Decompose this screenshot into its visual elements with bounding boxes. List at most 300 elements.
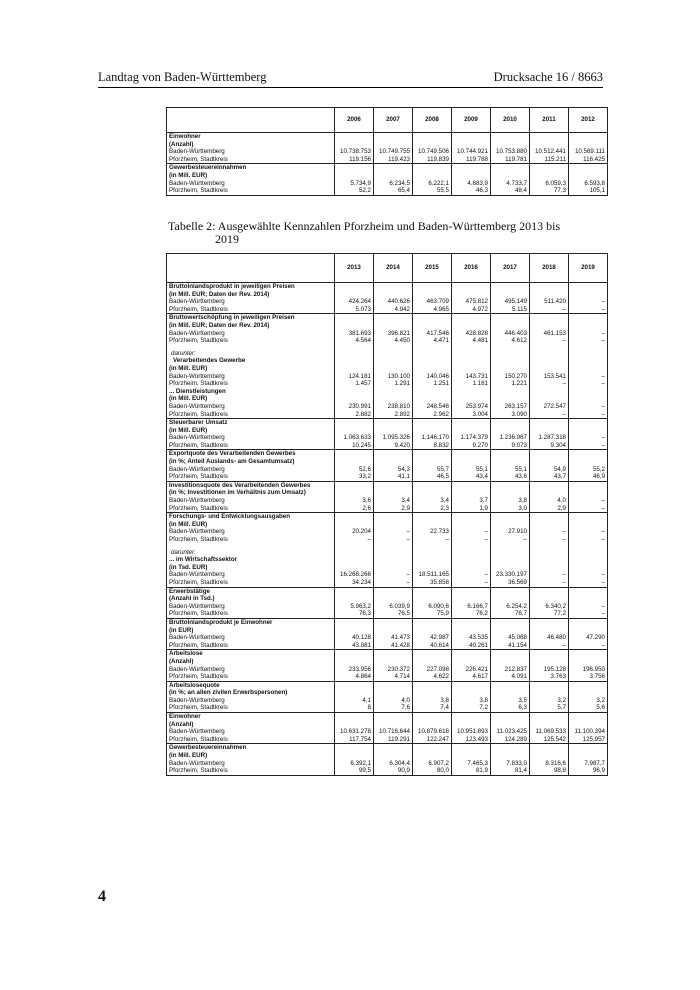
empty-cell [374, 713, 413, 721]
empty-cell [413, 689, 452, 697]
empty-cell [569, 395, 608, 403]
empty-cell [569, 172, 608, 180]
region-label: Pforzheim, Stadtkreis [167, 380, 335, 388]
indicator-title: (in Tsd. EUR) [167, 564, 335, 572]
empty-cell [374, 291, 413, 299]
table-row [167, 673, 608, 681]
value-cell: 3,8 [413, 697, 452, 705]
value-cell: 4.564 [335, 337, 374, 345]
region-label: Baden-Württemberg [167, 603, 335, 611]
indicator-title-row [167, 650, 608, 658]
value-cell: 1.287.318 [530, 434, 569, 442]
region-label: Pforzheim, Stadtkreis [167, 642, 335, 650]
empty-cell [569, 141, 608, 149]
value-cell: 7,2 [452, 704, 491, 712]
value-cell: 1.146.170 [413, 434, 452, 442]
empty-cell [335, 133, 374, 141]
value-cell: 8.832 [413, 442, 452, 450]
table-row [167, 148, 608, 156]
value-cell: 428.828 [452, 330, 491, 338]
indicator-title-row [167, 627, 608, 635]
empty-cell [530, 521, 569, 529]
empty-cell [374, 164, 413, 172]
empty-cell [335, 681, 374, 689]
value-cell: 1.181 [452, 380, 491, 388]
value-cell: 10.631.278 [335, 728, 374, 736]
empty-cell [335, 564, 374, 572]
empty-cell [452, 365, 491, 373]
value-cell: 55,1 [452, 466, 491, 474]
empty-cell [491, 141, 530, 149]
indicator-title-row [167, 752, 608, 760]
empty-cell [530, 283, 569, 291]
darunter-row [167, 350, 608, 358]
empty-cell [530, 489, 569, 497]
value-cell: – [569, 442, 608, 450]
empty-cell [569, 458, 608, 466]
value-cell: 2.962 [413, 411, 452, 419]
empty-cell [374, 587, 413, 595]
value-cell: 5,6 [569, 704, 608, 712]
value-cell: 263.157 [491, 403, 530, 411]
value-cell: 75,9 [413, 610, 452, 618]
indicator-title-row [167, 595, 608, 603]
empty-cell [530, 689, 569, 697]
value-cell: 48,4 [491, 187, 530, 195]
empty-cell [413, 322, 452, 330]
empty-cell [569, 283, 608, 291]
value-cell: 1,9 [452, 505, 491, 513]
empty-cell [530, 549, 569, 557]
year-header-cell: 2006 [335, 108, 374, 133]
value-cell: 55,1 [491, 466, 530, 474]
value-cell: 55,2 [569, 466, 608, 474]
empty-cell [569, 489, 608, 497]
empty-cell [491, 481, 530, 489]
value-cell: 123.493 [452, 736, 491, 744]
value-cell: 99,5 [335, 767, 374, 775]
region-label: Baden-Württemberg [167, 180, 335, 188]
empty-cell [569, 350, 608, 358]
value-cell: – [374, 579, 413, 587]
value-cell: 4,0 [530, 497, 569, 505]
value-cell: 230.991 [335, 403, 374, 411]
value-cell: 5,7 [530, 704, 569, 712]
empty-cell [452, 133, 491, 141]
empty-cell [374, 618, 413, 626]
empty-cell [569, 549, 608, 557]
empty-cell [491, 658, 530, 666]
value-cell: 381.693 [335, 330, 374, 338]
table-row [167, 373, 608, 381]
empty-cell [491, 744, 530, 752]
empty-cell [491, 549, 530, 557]
table-row [167, 571, 608, 579]
value-cell: 125.957 [569, 736, 608, 744]
empty-cell [452, 595, 491, 603]
value-cell: 10.744.921 [452, 148, 491, 156]
empty-cell [530, 419, 569, 427]
empty-cell [335, 721, 374, 729]
indicator-subtitle: Verarbeitendes Gewerbe [167, 357, 335, 365]
value-cell: – [569, 434, 608, 442]
table-row [167, 411, 608, 419]
empty-cell [452, 458, 491, 466]
empty-cell [452, 689, 491, 697]
value-cell: 5.115 [491, 306, 530, 314]
indicator-title: Arbeitslose [167, 650, 335, 658]
value-cell: 417.546 [413, 330, 452, 338]
table-row [167, 603, 608, 611]
value-cell: 6,3 [491, 704, 530, 712]
empty-cell [452, 513, 491, 521]
empty-cell [335, 322, 374, 330]
value-cell: 7.833,0 [491, 760, 530, 768]
empty-cell [374, 427, 413, 435]
value-cell: 46,5 [413, 473, 452, 481]
empty-cell [569, 658, 608, 666]
table-row [167, 536, 608, 544]
table-row [167, 442, 608, 450]
value-cell: 5.963,2 [335, 603, 374, 611]
empty-cell [452, 627, 491, 635]
empty-cell [413, 388, 452, 396]
region-label: Baden-Württemberg [167, 666, 335, 674]
value-cell: – [374, 571, 413, 579]
empty-cell [491, 133, 530, 141]
year-header-cell: 2016 [452, 254, 491, 283]
value-cell: 6.039,9 [374, 603, 413, 611]
empty-cell [335, 172, 374, 180]
empty-cell [413, 427, 452, 435]
header-left-title: Landtag von Baden-Württemberg [98, 70, 267, 84]
value-cell: 4.942 [374, 306, 413, 314]
value-cell: – [452, 579, 491, 587]
value-cell: – [569, 610, 608, 618]
value-cell: – [569, 403, 608, 411]
value-cell: 3,4 [374, 497, 413, 505]
value-cell: 42.987 [413, 634, 452, 642]
empty-cell [491, 419, 530, 427]
value-cell: 10.749.755 [374, 148, 413, 156]
value-cell: 196.950 [569, 666, 608, 674]
empty-cell [491, 627, 530, 635]
value-cell: 248.546 [413, 403, 452, 411]
empty-cell [413, 350, 452, 358]
value-cell: 4.864 [335, 673, 374, 681]
empty-cell [413, 291, 452, 299]
empty-cell [452, 658, 491, 666]
empty-cell [569, 689, 608, 697]
year-header-cell: 2017 [491, 254, 530, 283]
value-cell: 43.535 [452, 634, 491, 642]
value-cell: 10.716.644 [374, 728, 413, 736]
value-cell: – [569, 497, 608, 505]
indicator-title-row [167, 458, 608, 466]
empty-cell [374, 627, 413, 635]
table-row [167, 180, 608, 188]
value-cell: 6.340,2 [530, 603, 569, 611]
value-cell: 227.098 [413, 666, 452, 674]
empty-cell [569, 365, 608, 373]
empty-cell [452, 291, 491, 299]
empty-cell [374, 388, 413, 396]
empty-cell [335, 450, 374, 458]
empty-cell [335, 713, 374, 721]
value-cell: 7,4 [413, 704, 452, 712]
indicator-title: Bruttoinlandsprodukt in jeweiligen Preisen [167, 283, 335, 291]
value-cell: 153.541 [530, 373, 569, 381]
empty-cell [374, 133, 413, 141]
value-cell: 6.392,1 [335, 760, 374, 768]
value-cell: 3.004 [452, 411, 491, 419]
header-document-number: Drucksache 16 / 8663 [493, 70, 603, 84]
indicator-title-row [167, 164, 608, 172]
indicator-title: Einwohner [167, 713, 335, 721]
region-label: Pforzheim, Stadtkreis [167, 536, 335, 544]
indicator-title: Exportquote des Verarbeitenden Gewerbes [167, 450, 335, 458]
indicator-title-row [167, 556, 608, 564]
empty-cell [569, 314, 608, 322]
empty-cell [530, 388, 569, 396]
empty-cell [413, 556, 452, 564]
empty-cell [569, 322, 608, 330]
value-cell: 124.289 [491, 736, 530, 744]
value-cell: 46,3 [452, 187, 491, 195]
value-cell: 11.069.533 [530, 728, 569, 736]
empty-cell [335, 350, 374, 358]
empty-cell [491, 357, 530, 365]
value-cell: 4,1 [335, 697, 374, 705]
value-cell: 6.222,1 [413, 180, 452, 188]
value-cell: 124.181 [335, 373, 374, 381]
empty-cell [530, 587, 569, 595]
value-cell: 76,7 [491, 610, 530, 618]
table-row [167, 298, 608, 306]
empty-cell [413, 713, 452, 721]
empty-cell [452, 350, 491, 358]
value-cell: 3,5 [491, 697, 530, 705]
region-label: Baden-Württemberg [167, 403, 335, 411]
value-cell: 1.174.379 [452, 434, 491, 442]
value-cell: – [530, 571, 569, 579]
empty-cell [491, 164, 530, 172]
empty-cell [335, 618, 374, 626]
empty-cell [374, 395, 413, 403]
value-cell: 41.154 [491, 642, 530, 650]
empty-cell [374, 357, 413, 365]
empty-cell [374, 172, 413, 180]
value-cell: 33,2 [335, 473, 374, 481]
year-header-cell: 2013 [335, 254, 374, 283]
value-cell: 55,7 [413, 466, 452, 474]
value-cell: 65,4 [374, 187, 413, 195]
empty-cell [452, 549, 491, 557]
value-cell: 2,9 [530, 505, 569, 513]
value-cell: 119.839 [413, 156, 452, 164]
value-cell: 6.090,6 [413, 603, 452, 611]
empty-cell [413, 141, 452, 149]
region-label: Baden-Württemberg [167, 634, 335, 642]
empty-cell [530, 650, 569, 658]
empty-cell [335, 752, 374, 760]
empty-cell [452, 744, 491, 752]
empty-cell [452, 450, 491, 458]
indicator-title: (in Mill. EUR) [167, 395, 335, 403]
empty-cell [413, 587, 452, 595]
value-cell: 461.153 [530, 330, 569, 338]
darunter-row [167, 549, 608, 557]
empty-cell [491, 427, 530, 435]
indicator-title: (in Mill. EUR; Daten der Rev. 2014) [167, 322, 335, 330]
empty-cell [569, 564, 608, 572]
empty-cell [530, 458, 569, 466]
empty-cell [530, 481, 569, 489]
value-cell: – [569, 579, 608, 587]
year-header-cell: 2019 [569, 254, 608, 283]
value-cell: – [413, 536, 452, 544]
indicator-title: (in Mill. EUR) [167, 521, 335, 529]
empty-cell [491, 689, 530, 697]
value-cell: 5.734,9 [335, 180, 374, 188]
value-cell: 3,8 [452, 697, 491, 705]
value-cell: 2,3 [413, 505, 452, 513]
value-cell: – [569, 603, 608, 611]
empty-cell [413, 521, 452, 529]
empty-cell [335, 650, 374, 658]
table-row [167, 528, 608, 536]
empty-cell [452, 164, 491, 172]
empty-cell [569, 650, 608, 658]
value-cell: 238.810 [374, 403, 413, 411]
value-cell: 7.987,7 [569, 760, 608, 768]
empty-cell [530, 658, 569, 666]
indicator-title: (Anzahl) [167, 658, 335, 666]
value-cell: 77,3 [530, 187, 569, 195]
empty-cell [569, 419, 608, 427]
empty-cell [530, 322, 569, 330]
empty-cell [374, 481, 413, 489]
region-label: Pforzheim, Stadtkreis [167, 337, 335, 345]
value-cell: 2,6 [335, 505, 374, 513]
year-header-cell: 2015 [413, 254, 452, 283]
caption-line-1: Tabelle 2: Ausgewählte Kennzahlen Pforzheim und Baden-Württemberg 2013 bis [168, 219, 561, 233]
value-cell: 96,9 [569, 767, 608, 775]
empty-cell [569, 133, 608, 141]
empty-cell [452, 388, 491, 396]
indicator-title-row [167, 658, 608, 666]
value-cell: 43,4 [452, 473, 491, 481]
empty-cell [335, 481, 374, 489]
year-header-cell: 2010 [491, 108, 530, 133]
indicator-title: Gewerbesteuereinnahmen [167, 164, 335, 172]
empty-cell [491, 681, 530, 689]
indicator-title-row [167, 141, 608, 149]
indicator-title: (in Mill. EUR) [167, 752, 335, 760]
value-cell: 3,4 [413, 497, 452, 505]
empty-cell [452, 481, 491, 489]
value-cell: – [530, 642, 569, 650]
value-cell: 1.063.633 [335, 434, 374, 442]
empty-cell [335, 314, 374, 322]
table-kennzahlen-2006-2012 [166, 107, 608, 196]
indicator-title: ... im Wirtschaftssektor [167, 556, 335, 564]
value-cell: – [491, 536, 530, 544]
indicator-title-row [167, 427, 608, 435]
value-cell: 116.425 [569, 156, 608, 164]
empty-cell [413, 283, 452, 291]
empty-cell [335, 458, 374, 466]
empty-cell [374, 744, 413, 752]
empty-cell [413, 419, 452, 427]
table-row [167, 434, 608, 442]
value-cell: 46.480 [530, 634, 569, 642]
value-cell: 440.626 [374, 298, 413, 306]
indicator-title-row [167, 172, 608, 180]
value-cell: 10.753.880 [491, 148, 530, 156]
indicator-title: Investitionsquote des Verarbeitenden Gewerbes [167, 481, 335, 489]
indicator-title-row [167, 513, 608, 521]
empty-cell [452, 283, 491, 291]
value-cell: 52,2 [335, 187, 374, 195]
empty-cell [530, 627, 569, 635]
empty-cell [374, 450, 413, 458]
value-cell: 22.733 [413, 528, 452, 536]
empty-cell [569, 681, 608, 689]
year-header-cell: 2007 [374, 108, 413, 133]
empty-cell [413, 458, 452, 466]
empty-cell [452, 650, 491, 658]
value-cell: – [569, 411, 608, 419]
empty-cell [569, 618, 608, 626]
empty-cell [452, 618, 491, 626]
empty-cell [491, 521, 530, 529]
table-row [167, 736, 608, 744]
year-header-cell: 2008 [413, 108, 452, 133]
empty-cell [491, 450, 530, 458]
value-cell: 9.073 [491, 442, 530, 450]
empty-cell [452, 322, 491, 330]
empty-cell [374, 721, 413, 729]
empty-cell [530, 291, 569, 299]
empty-cell [530, 752, 569, 760]
value-cell: 253.974 [452, 403, 491, 411]
value-cell: 43.081 [335, 642, 374, 650]
empty-cell [491, 395, 530, 403]
indicator-title-row [167, 521, 608, 529]
value-cell: 10.245 [335, 442, 374, 450]
empty-cell [491, 283, 530, 291]
value-cell: 40.614 [413, 642, 452, 650]
value-cell: 11.100.394 [569, 728, 608, 736]
indicator-title: (in Mill. EUR; Daten der Rev. 2014) [167, 291, 335, 299]
value-cell: 4.972 [452, 306, 491, 314]
value-cell: – [530, 337, 569, 345]
value-cell: 34.234 [335, 579, 374, 587]
value-cell: 3.756 [569, 673, 608, 681]
value-cell: 1.236.967 [491, 434, 530, 442]
empty-cell [530, 744, 569, 752]
value-cell: 43,6 [491, 473, 530, 481]
empty-cell [569, 357, 608, 365]
empty-cell [413, 481, 452, 489]
indicator-title-row [167, 481, 608, 489]
value-cell: 105,1 [569, 187, 608, 195]
empty-cell [335, 291, 374, 299]
empty-cell [491, 291, 530, 299]
value-cell: 2.892 [374, 411, 413, 419]
value-cell: 511.420 [530, 298, 569, 306]
